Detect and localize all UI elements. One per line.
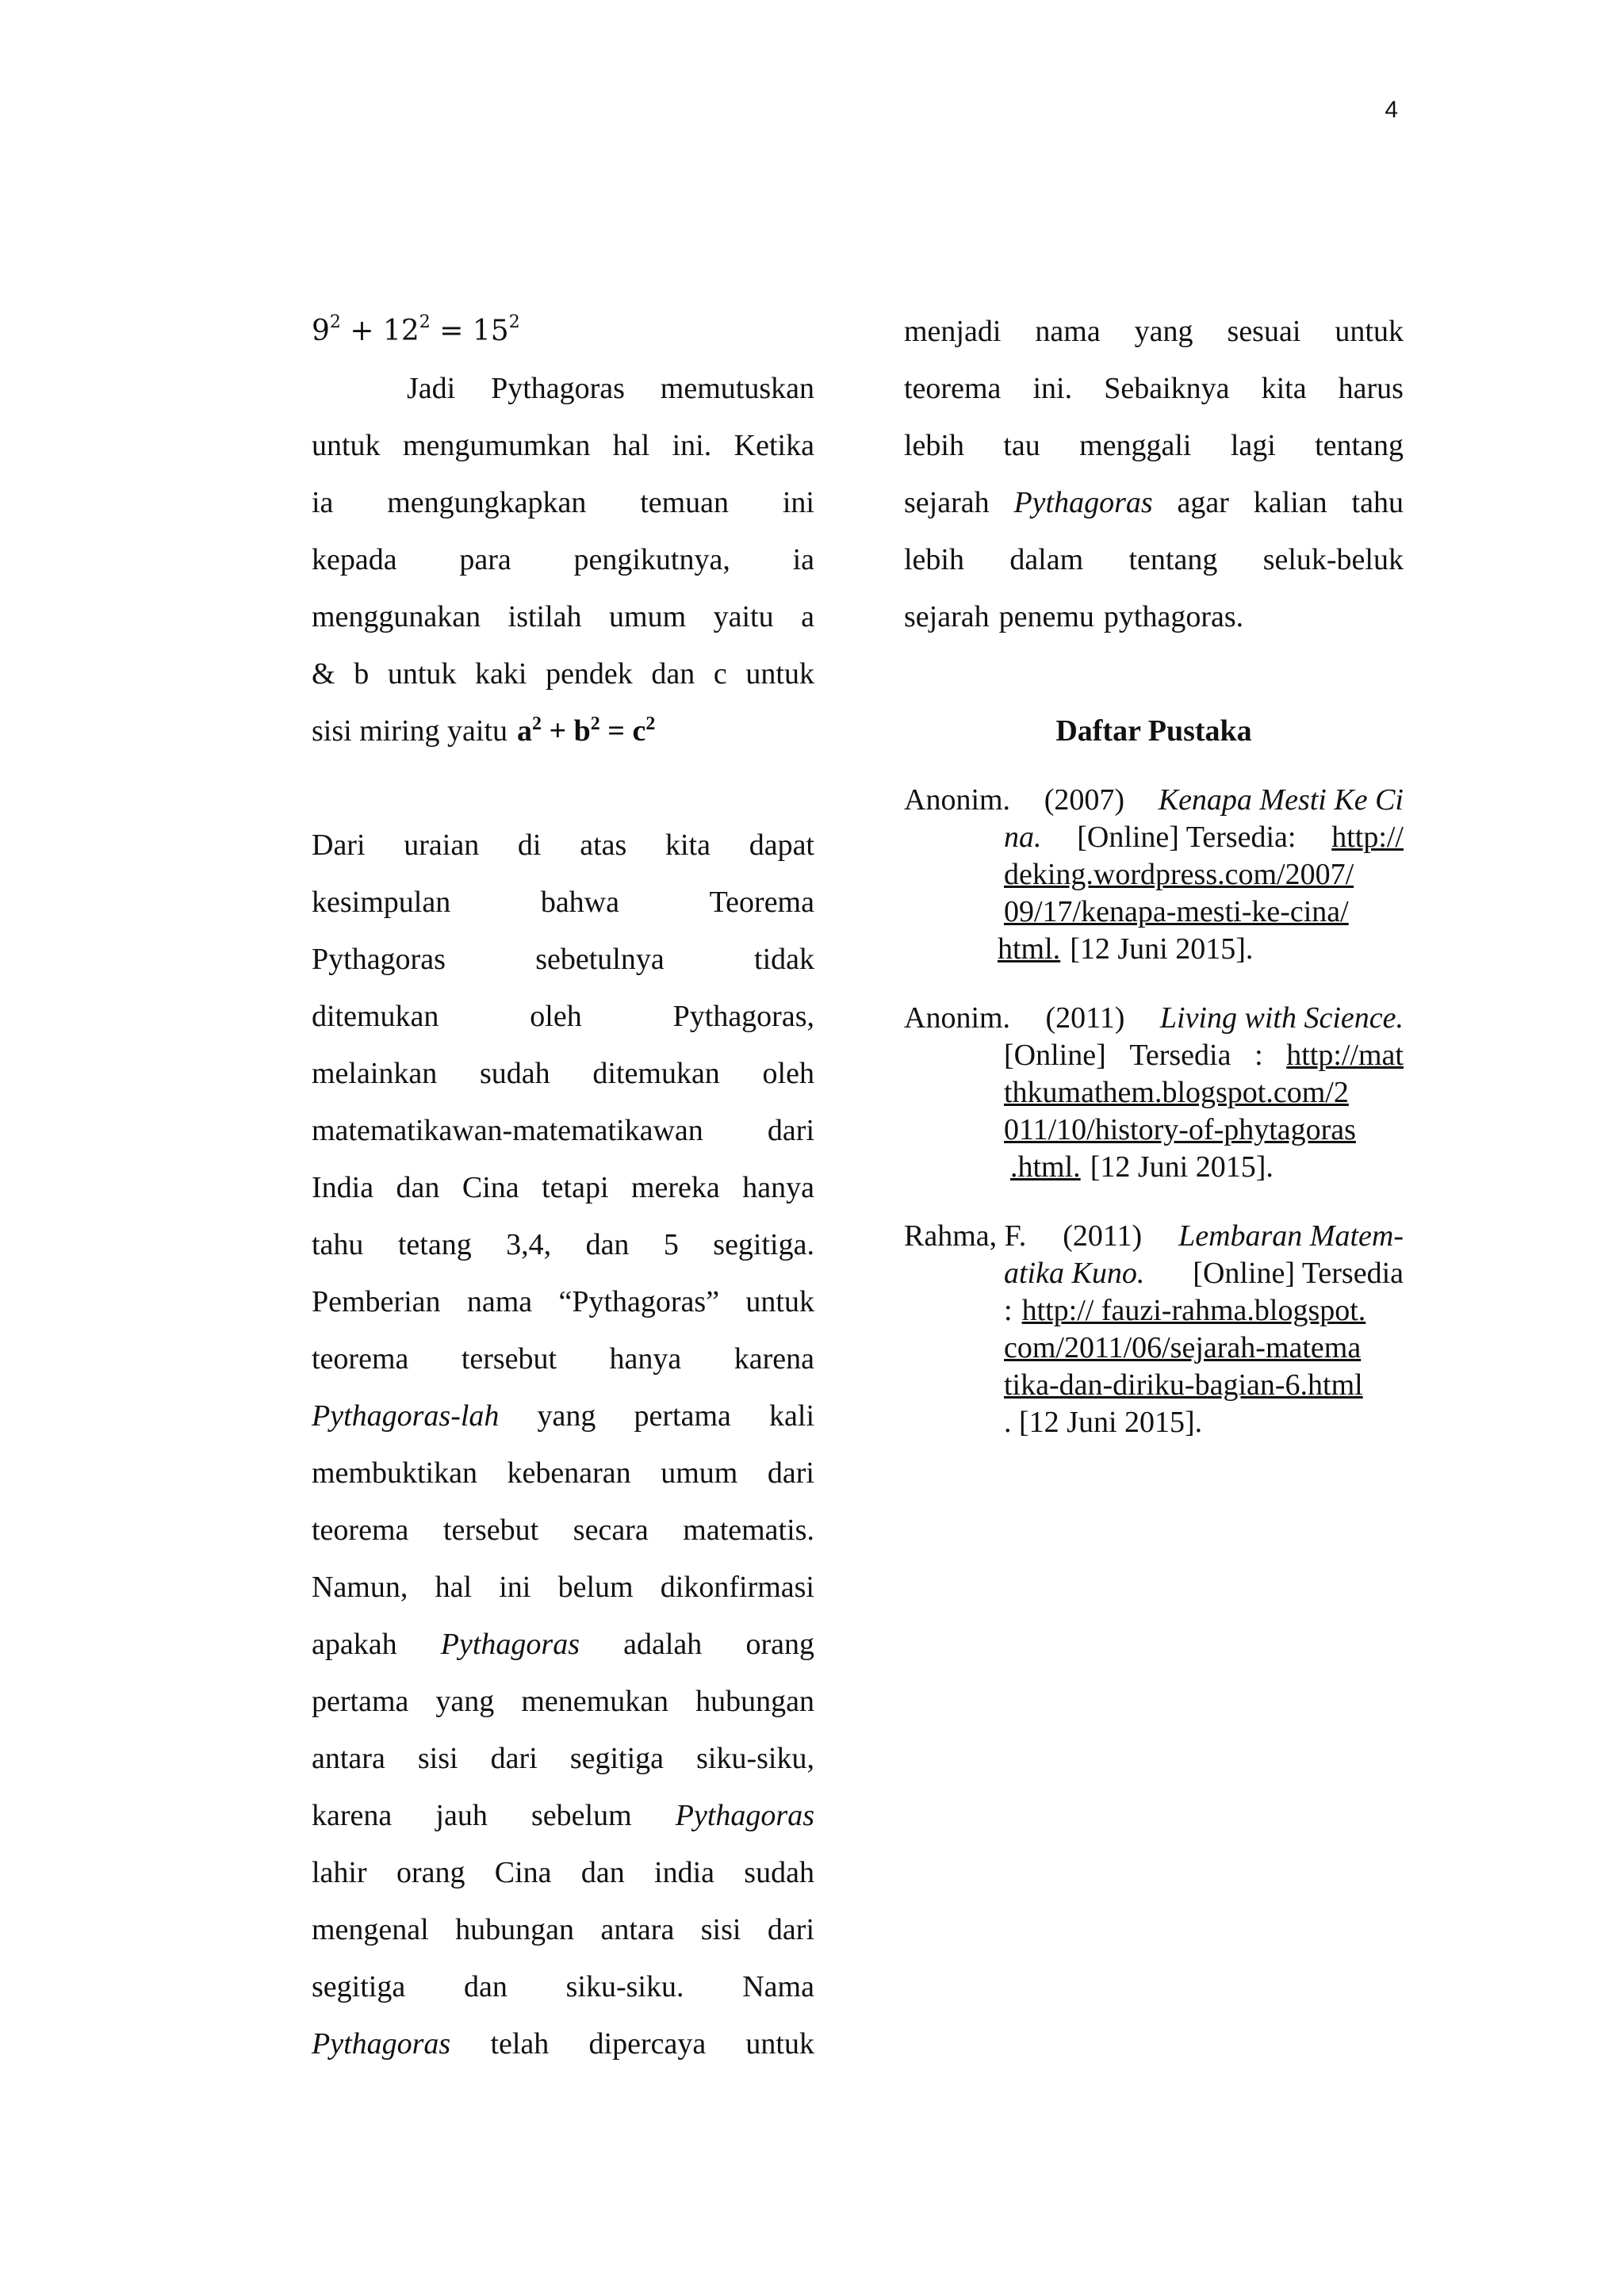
text-line	[904, 474, 1404, 531]
word: agar	[1177, 486, 1229, 519]
text-line	[312, 474, 814, 531]
word: lagi	[1230, 429, 1276, 462]
word: Pythagoras	[440, 1628, 580, 1661]
word: sesuai	[1227, 315, 1301, 348]
word: harus	[1338, 372, 1404, 405]
word: Namun,	[312, 1571, 408, 1604]
text-line	[312, 2015, 814, 2072]
word: india	[654, 1856, 714, 1889]
text-line	[312, 417, 814, 474]
word: para	[459, 543, 511, 576]
word: Sebaiknya	[1104, 372, 1230, 405]
word: pythagoras.	[1103, 600, 1244, 633]
word: dipercaya	[588, 2027, 707, 2061]
word: segitiga	[312, 1970, 406, 2003]
word: kalian	[1253, 486, 1327, 519]
reference-link[interactable]: .html.	[1010, 1150, 1081, 1184]
word: Nama	[742, 1970, 814, 2003]
word: istilah	[508, 600, 582, 633]
word: India	[312, 1171, 374, 1204]
word: sejarah	[904, 486, 990, 519]
paragraph-pythagoras-announcement	[312, 360, 814, 702]
word: uraian	[404, 828, 480, 862]
word: tahu	[1351, 486, 1404, 519]
reference-line	[904, 1074, 1404, 1112]
reference-item	[904, 1000, 1404, 1186]
word: dari	[767, 1114, 814, 1147]
text-line	[312, 645, 814, 702]
word: pendek	[546, 657, 633, 691]
word: Cina	[462, 1171, 519, 1204]
word: untuk	[745, 657, 814, 691]
reference-link[interactable]: http://	[1331, 821, 1404, 854]
word: kepada	[312, 543, 397, 576]
word: menggali	[1079, 429, 1192, 462]
word: tentang	[1128, 543, 1218, 576]
word: yaitu	[713, 600, 774, 633]
word: Pythagoras-lah	[312, 1399, 500, 1433]
word: lahir	[312, 1856, 367, 1889]
word: dari	[767, 1456, 814, 1490]
word: ini	[499, 1571, 531, 1604]
word: ditemukan	[592, 1057, 720, 1090]
word: tidak	[754, 943, 814, 976]
reference-link[interactable]: thkumathem.blogspot.com/2	[1004, 1076, 1349, 1109]
word: 3,4,	[506, 1228, 552, 1261]
word: hanya	[609, 1342, 682, 1376]
word: mereka	[630, 1171, 720, 1204]
word: sisi	[417, 1742, 458, 1775]
word: tahu	[312, 1228, 364, 1261]
word: dan	[463, 1970, 508, 2003]
word: yang	[1134, 315, 1193, 348]
word: melainkan	[312, 1057, 438, 1090]
word: ia	[312, 486, 334, 519]
word: adalah	[623, 1628, 703, 1661]
word: sejarah	[904, 600, 990, 633]
word: yang	[537, 1399, 596, 1433]
text-line	[312, 1730, 814, 1787]
reference-link[interactable]: http:// fauzi-rahma.blogspot.	[1021, 1294, 1366, 1327]
word: tersebut	[442, 1513, 539, 1547]
word: dikonfirmasi	[660, 1571, 814, 1604]
word: telah	[490, 2027, 550, 2061]
word: pertama	[634, 1399, 731, 1433]
text-line	[312, 1445, 814, 1502]
word: menemukan	[521, 1685, 669, 1718]
word: Jadi	[407, 372, 456, 405]
word: hal	[435, 1571, 473, 1604]
word: mengumumkan	[402, 429, 591, 462]
text-line	[904, 360, 1404, 417]
word: di	[517, 828, 542, 862]
word: kita	[665, 828, 710, 862]
word: mengenal	[312, 1913, 429, 1946]
word: dari	[767, 1913, 814, 1946]
word: bahwa	[540, 886, 619, 919]
text-line	[312, 1673, 814, 1730]
text-line	[312, 1559, 814, 1616]
word: dan	[651, 657, 695, 691]
word: nama	[1035, 315, 1101, 348]
reference-link[interactable]: html.	[998, 932, 1061, 966]
word: siku-siku.	[565, 1970, 684, 2003]
text-line	[312, 1273, 814, 1330]
word: pengikutnya,	[573, 543, 730, 576]
word: Dari	[312, 828, 366, 862]
text-line	[312, 1844, 814, 1901]
text-line	[904, 531, 1404, 588]
text-line	[312, 1958, 814, 2015]
section-heading-daftar-pustaka: Daftar Pustaka	[1055, 714, 1252, 748]
word: umum	[609, 600, 687, 633]
word: ditemukan	[312, 1000, 439, 1033]
word: untuk	[1335, 315, 1404, 348]
word: tersebut	[461, 1342, 557, 1376]
word: oleh	[762, 1057, 814, 1090]
word: dapat	[749, 828, 814, 862]
word: Pythagoras	[312, 943, 446, 976]
word: Ketika	[733, 429, 814, 462]
reference-line: html. [12 Juni 2015].	[904, 931, 1404, 968]
word: sisi	[700, 1913, 741, 1946]
word: siku-siku,	[696, 1742, 814, 1775]
word: Teorema	[709, 886, 814, 919]
text-line	[904, 303, 1404, 360]
equation-9-12-15: $9^2 + 12^2 = 15^2$	[312, 312, 520, 347]
reference-line: atika Kuno. [Online] Tersedia	[1004, 1257, 1404, 1290]
word: dari	[490, 1742, 538, 1775]
word: lebih	[904, 429, 964, 462]
text-line	[312, 1330, 814, 1387]
text-line	[312, 531, 814, 588]
word: membuktikan	[312, 1456, 477, 1490]
word: karena	[312, 1799, 393, 1832]
text-line	[312, 1045, 814, 1102]
reference-link[interactable]: http://mat	[1286, 1039, 1404, 1072]
reference-link[interactable]: 09/17/kenapa-mesti-ke-cina/	[1004, 895, 1349, 928]
reference-line: na. [Online] Tersedia: http://	[904, 819, 1404, 856]
word: apakah	[312, 1628, 397, 1661]
word: menggunakan	[312, 600, 481, 633]
word: ia	[792, 543, 814, 576]
word: memutuskan	[660, 372, 814, 405]
word: atas	[580, 828, 627, 862]
reference-line	[904, 1330, 1404, 1367]
paragraph-conclusion	[312, 817, 814, 2072]
word: kali	[769, 1399, 814, 1433]
text-line	[312, 1216, 814, 1273]
word: ini.	[1032, 372, 1073, 405]
word: penemu	[998, 600, 1094, 633]
word: Pythagoras,	[672, 1000, 814, 1033]
word: tentang	[1315, 429, 1404, 462]
word: karena	[733, 1342, 814, 1376]
word: kebenaran	[507, 1456, 631, 1490]
text-line	[904, 588, 1404, 645]
word: menjadi	[904, 315, 1002, 348]
word: hanya	[742, 1171, 814, 1204]
left-column	[312, 303, 814, 2072]
word: sudah	[480, 1057, 550, 1090]
word: belum	[557, 1571, 634, 1604]
word: dan	[585, 1228, 630, 1261]
text-line	[312, 1616, 814, 1673]
word: orang	[396, 1856, 465, 1889]
word: dan	[580, 1856, 625, 1889]
text-line	[312, 1387, 814, 1445]
text-line	[312, 931, 814, 988]
word: hubungan	[695, 1685, 814, 1718]
text-line	[312, 1502, 814, 1559]
reference-line: .html. [12 Juni 2015].	[904, 1149, 1404, 1186]
reference-line: Anonim. (2007) Kenapa Mesti Ke Ci	[904, 783, 1404, 817]
text-line: sisi miring yaitu $a^2 + b^2 = c^2$	[312, 702, 814, 760]
word: secara	[573, 1513, 649, 1547]
word: ini.	[672, 429, 712, 462]
reference-line: Anonim. (2011) Living with Science.	[904, 1001, 1404, 1035]
text-line	[312, 1901, 814, 1958]
word: a	[801, 600, 814, 633]
word: matematikawan-matematikawan	[312, 1114, 703, 1147]
word: tetang	[397, 1228, 472, 1261]
word: sudah	[744, 1856, 814, 1889]
reference-line: . [12 Juni 2015].	[1004, 1406, 1203, 1439]
word: sebelum	[530, 1799, 632, 1832]
word: tau	[1003, 429, 1040, 462]
word: ini	[782, 486, 814, 519]
reference-line: [Online] Tersedia : http://mat	[904, 1037, 1404, 1074]
word: Cina	[494, 1856, 552, 1889]
word: 5	[663, 1228, 679, 1261]
text-line	[312, 1102, 814, 1159]
word: umum	[661, 1456, 738, 1490]
word: untuk	[387, 657, 457, 691]
right-column	[904, 303, 1404, 1441]
word: dan	[396, 1171, 440, 1204]
word: oleh	[530, 1000, 582, 1033]
reference-line: : http:// fauzi-rahma.blogspot.	[904, 1292, 1404, 1330]
reference-line	[904, 894, 1404, 931]
word: dalam	[1009, 543, 1084, 576]
word: mengungkapkan	[387, 486, 587, 519]
word: antara	[312, 1742, 385, 1775]
text-line	[904, 417, 1404, 474]
paragraph-continuation	[904, 303, 1404, 645]
text-line	[312, 1787, 814, 1844]
word: nama	[466, 1285, 533, 1318]
text-line	[312, 988, 814, 1045]
word: c	[713, 657, 727, 691]
word: teorema	[312, 1342, 409, 1376]
reference-line: Rahma, F. (2011) Lembaran Matem-	[904, 1219, 1404, 1253]
word: orang	[745, 1628, 814, 1661]
text-line	[312, 588, 814, 645]
word: &	[312, 657, 335, 691]
text-line	[312, 817, 814, 874]
reference-line	[904, 1367, 1404, 1404]
word: temuan	[640, 486, 730, 519]
reference-link[interactable]: tika-dan-diriku-bagian-6.html	[1004, 1368, 1363, 1402]
word: lebih	[904, 543, 964, 576]
word: “Pythagoras”	[558, 1285, 720, 1318]
equation-pythagorean-theorem: $a^2 + b^2 = c^2$	[517, 714, 656, 748]
text-line	[312, 360, 814, 417]
word: yang	[435, 1685, 495, 1718]
word: segitiga	[569, 1742, 665, 1775]
reference-link[interactable]: 011/10/history-of-phytagoras	[1004, 1113, 1356, 1146]
word: kita	[1261, 372, 1307, 405]
reference-item	[904, 782, 1404, 968]
word: teorema	[904, 372, 1002, 405]
reference-item	[904, 1218, 1404, 1441]
word: Pythagoras	[491, 372, 625, 405]
word: hal	[612, 429, 650, 462]
word: kesimpulan	[312, 886, 451, 919]
reference-link[interactable]: deking.wordpress.com/2007/	[1004, 858, 1354, 891]
word: matematis.	[683, 1513, 814, 1547]
word: Pythagoras	[1013, 486, 1153, 519]
reference-line	[904, 856, 1404, 894]
word: untuk	[312, 429, 381, 462]
word: Pemberian	[312, 1285, 441, 1318]
word: tetapi	[542, 1171, 609, 1204]
word: pertama	[312, 1685, 409, 1718]
word: teorema	[312, 1513, 409, 1547]
word: sebetulnya	[535, 943, 665, 976]
word: untuk	[745, 1285, 814, 1318]
word: seluk-beluk	[1262, 543, 1404, 576]
text-line	[312, 1159, 814, 1216]
word: untuk	[745, 2027, 814, 2061]
word: segitiga.	[713, 1228, 814, 1261]
word: antara	[600, 1913, 675, 1946]
reference-link[interactable]: com/2011/06/sejarah-matema	[1004, 1331, 1362, 1364]
word: b	[354, 657, 370, 691]
page-number: 4	[1385, 97, 1398, 123]
word: Pythagoras	[312, 2027, 451, 2061]
word: jauh	[435, 1799, 488, 1832]
word: hubungan	[455, 1913, 575, 1946]
word: Pythagoras	[675, 1799, 814, 1832]
reference-line	[904, 1112, 1404, 1149]
word: kaki	[475, 657, 527, 691]
text-line	[312, 874, 814, 931]
